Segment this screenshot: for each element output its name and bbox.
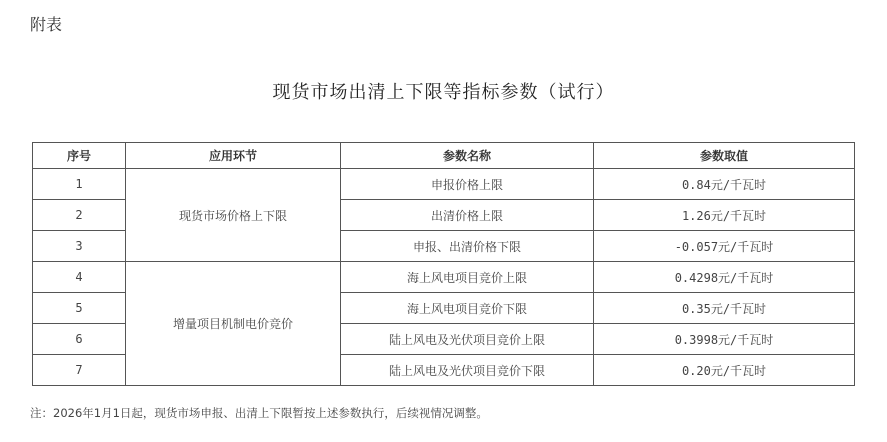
- row-seq: 7: [33, 355, 126, 386]
- table-row: [33, 169, 855, 200]
- row-seq: 6: [33, 324, 126, 355]
- row-param-value: 0.84元/千瓦时: [594, 169, 855, 200]
- row-seq: 1: [33, 169, 126, 200]
- header-seq: 序号: [33, 143, 126, 169]
- row-param-value: -0.057元/千瓦时: [594, 231, 855, 262]
- table-header-row: [33, 143, 855, 169]
- row-seq: 3: [33, 231, 126, 262]
- appendix-label: 附表: [30, 15, 63, 34]
- row-param-value: 1.26元/千瓦时: [594, 200, 855, 231]
- row-param-name: 海上风电项目竞价下限: [341, 293, 594, 324]
- stage-cell: 增量项目机制电价竞价: [126, 262, 341, 386]
- row-seq: 4: [33, 262, 126, 293]
- row-param-name: 陆上风电及光伏项目竞价上限: [341, 324, 594, 355]
- row-param-value: 0.20元/千瓦时: [594, 355, 855, 386]
- header-param-value: 参数取值: [594, 143, 855, 169]
- row-param-name: 陆上风电及光伏项目竞价下限: [341, 355, 594, 386]
- stage-cell: 现货市场价格上下限: [126, 169, 341, 262]
- row-param-name: 出清价格上限: [341, 200, 594, 231]
- row-param-name: 申报、出清价格下限: [341, 231, 594, 262]
- row-param-value: 0.4298元/千瓦时: [594, 262, 855, 293]
- row-seq: 2: [33, 200, 126, 231]
- table-note: 注：2026年1月1日起，现货市场申报、出清上下限暂按上述参数执行，后续视情况调整。: [30, 406, 488, 420]
- document-title: 现货市场出清上下限等指标参数（试行）: [272, 82, 615, 103]
- header-param-name: 参数名称: [341, 143, 594, 169]
- row-param-value: 0.35元/千瓦时: [594, 293, 855, 324]
- header-stage: 应用环节: [126, 143, 341, 169]
- row-param-name: 申报价格上限: [341, 169, 594, 200]
- row-param-value: 0.3998元/千瓦时: [594, 324, 855, 355]
- row-param-name: 海上风电项目竞价上限: [341, 262, 594, 293]
- parameter-table: [32, 142, 855, 386]
- row-seq: 5: [33, 293, 126, 324]
- table-row: [33, 262, 855, 293]
